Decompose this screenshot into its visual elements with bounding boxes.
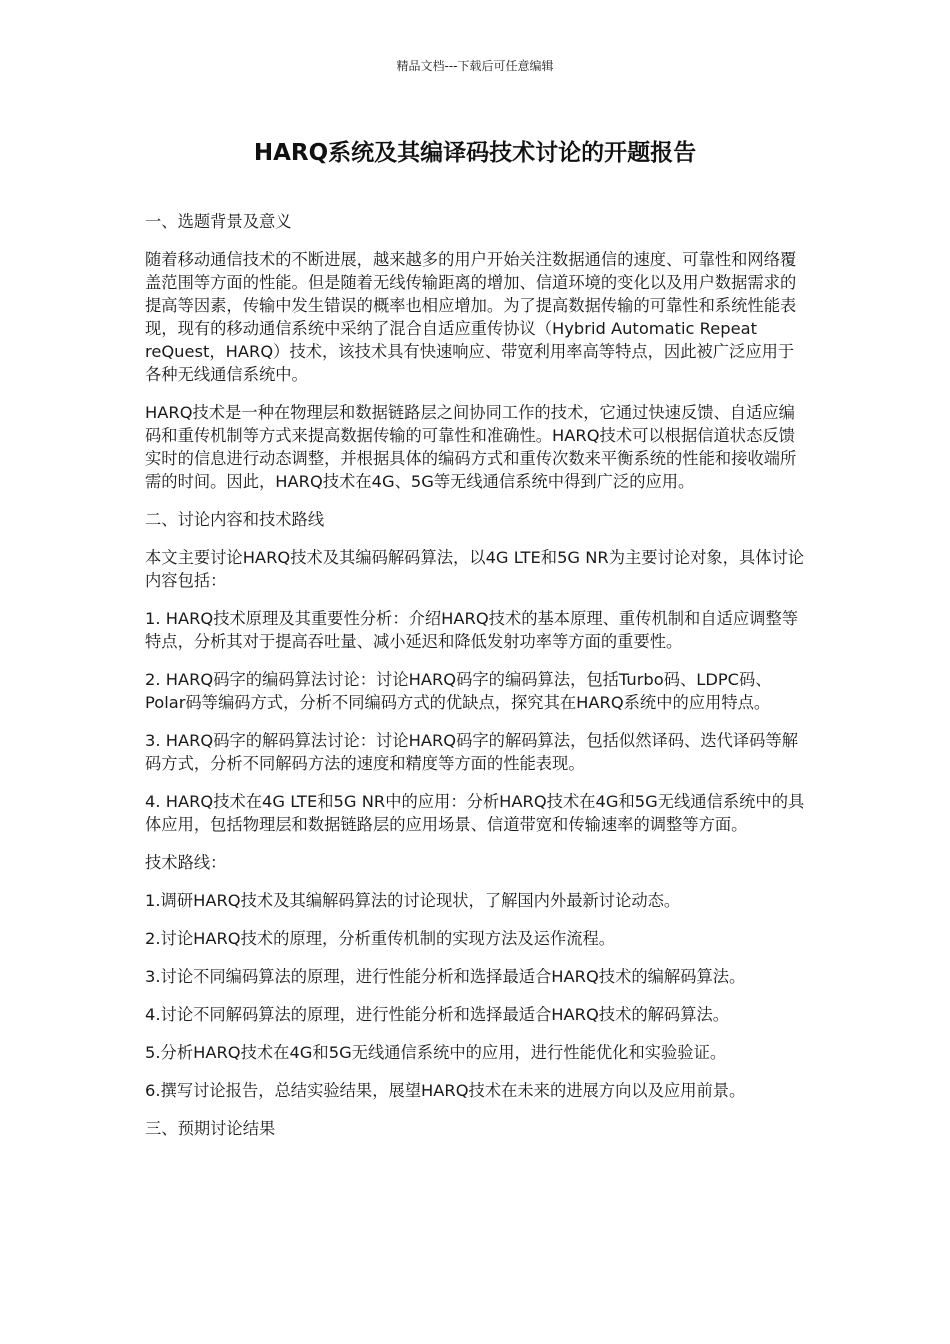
section-2-heading: 二、讨论内容和技术路线 xyxy=(145,510,325,529)
document-title: HARQ系统及其编译码技术讨论的开题报告 xyxy=(253,140,697,166)
route-item: 6.撰写讨论报告，总结实验结果，展望HARQ技术在未来的进展方向以及应用前景。 xyxy=(145,1081,746,1100)
document-body xyxy=(145,210,810,1155)
technical-route-heading: 技术路线： xyxy=(145,853,227,872)
route-item: 4.讨论不同解码算法的原理，进行性能分析和选择最适合HARQ技术的解码算法。 xyxy=(145,1005,730,1024)
section-1-paragraph: HARQ技术是一种在物理层和数据链路层之间协同工作的技术，它通过快速反馈、自适应编码和重传机制等方式来提高数据传输的可靠性和准确性。HARQ技术可以根据信道状态反馈实时的信息进行动态调整，并根据具体的编码方式和重传次数来平衡系统的性能和接收端所需的时间。因此，HARQ技术在4G、5G等无线通信系统中得到广泛的应用。 xyxy=(145,403,797,491)
research-item: 3. HARQ码字的解码算法讨论：讨论HARQ码字的解码算法，包括似然译码、迭代译码等解码方式，分析不同解码方法的速度和精度等方面的性能表现。 xyxy=(145,731,799,773)
section-1-paragraph: 随着移动通信技术的不断进展，越来越多的用户开始关注数据通信的速度、可靠性和网络覆盖范围等方面的性能。但是随着无线传输距离的增加、信道环境的变化以及用户数据需求的提高等因素，传输中发生错误的概率也相应增加。为了提高数据传输的可靠性和系统性能表现，现有的移动通信系统中采纳了混合自适应重传协议（Hybrid Automatic Repeat reQuest，HARQ）技术，该技术具有快速响应、带宽利用率高等特点，因此被广泛应用于各种无线通信系统中。 xyxy=(145,250,797,384)
header-note: 精品文档---下载后可任意编辑 xyxy=(396,59,554,73)
research-item: 4. HARQ技术在4G LTE和5G NR中的应用：分析HARQ技术在4G和5G无线通信系统中的具体应用，包括物理层和数据链路层的应用场景、信道带宽和传输速率的调整等方面。 xyxy=(145,792,805,834)
route-item: 3.讨论不同编码算法的原理，进行性能分析和选择最适合HARQ技术的编解码算法。 xyxy=(145,967,746,986)
route-item: 5.分析HARQ技术在4G和5G无线通信系统中的应用，进行性能优化和实验验证。 xyxy=(145,1043,727,1062)
research-item: 1. HARQ技术原理及其重要性分析：介绍HARQ技术的基本原理、重传机制和自适应调整等特点，分析其对于提高吞吐量、减小延迟和降低发射功率等方面的重要性。 xyxy=(145,609,799,651)
section-2-intro: 本文主要讨论HARQ技术及其编码解码算法，以4G LTE和5G NR为主要讨论对象，具体讨论内容包括： xyxy=(145,548,805,590)
research-item: 2. HARQ码字的编码算法讨论：讨论HARQ码字的编码算法，包括Turbo码、LDPC码、Polar码等编码方式，分析不同编码方式的优缺点，探究其在HARQ系统中的应用特点。 xyxy=(145,670,772,712)
route-item: 2.讨论HARQ技术的原理，分析重传机制的实现方法及运作流程。 xyxy=(145,929,616,948)
section-3-heading: 三、预期讨论结果 xyxy=(145,1119,276,1138)
section-1-heading: 一、选题背景及意义 xyxy=(145,212,292,231)
route-item: 1.调研HARQ技术及其编解码算法的讨论现状，了解国内外最新讨论动态。 xyxy=(145,891,681,910)
